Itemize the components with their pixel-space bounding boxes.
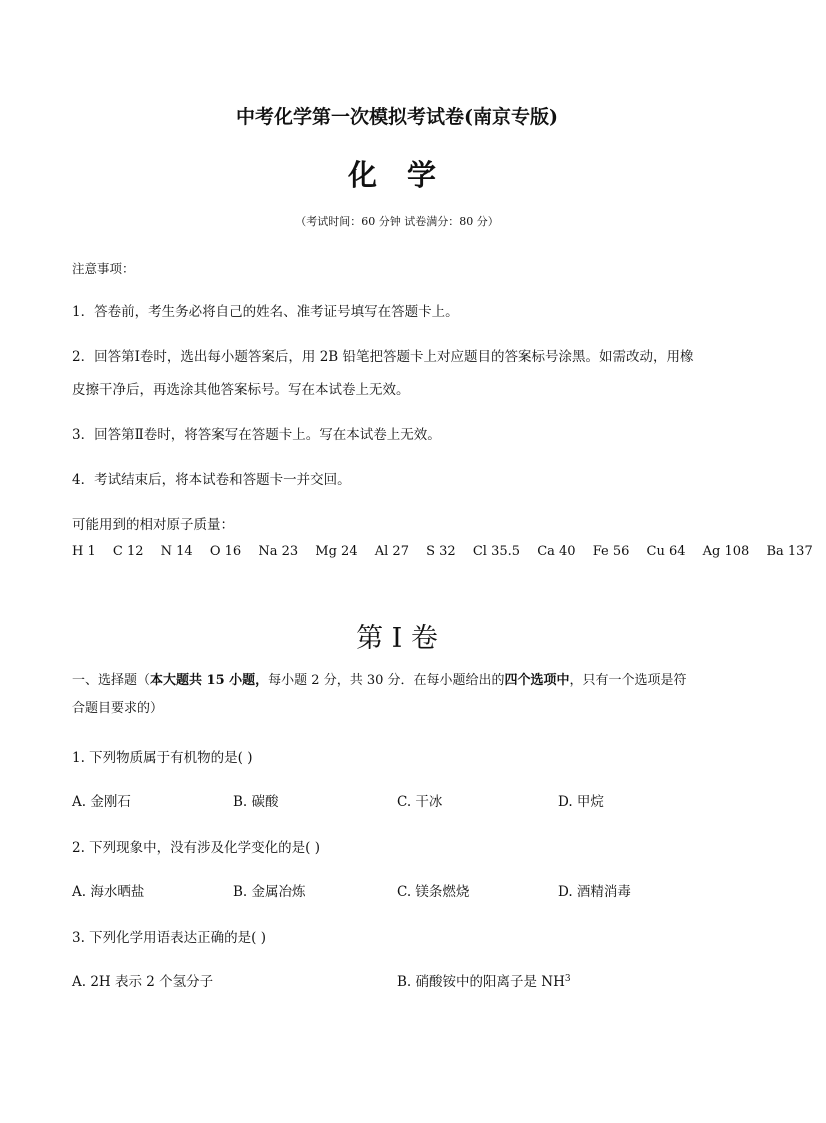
notice-item-4: 4．考试结束后，将本试卷和答题卡一并交回。 — [72, 472, 351, 488]
notice-item-1: 1．答卷前，考生务必将自己的姓名、准考证号填写在答题卡上。 — [72, 304, 459, 320]
question-1-option-a: A. 金刚石 — [72, 794, 131, 810]
question-2-option-a: A. 海水晒盐 — [72, 884, 145, 900]
atomic-mass-item: Cu 64 — [646, 544, 686, 559]
atomic-mass-item: Na 23 — [258, 544, 299, 559]
atomic-mass-item: Ag 108 — [702, 544, 750, 559]
atomic-mass-list — [72, 544, 826, 559]
question-2-option-b: B. 金属冶炼 — [233, 884, 306, 900]
question-1-option-c: C. 干冰 — [397, 794, 443, 810]
atomic-mass-item: C 12 — [112, 544, 144, 559]
question-3-stem: 3. 下列化学用语表达正确的是( ) — [72, 930, 266, 946]
atomic-mass-heading: 可能用到的相对原子质量： — [72, 517, 234, 533]
instructions-bold: 本大题共 15 小题， — [150, 673, 269, 688]
atomic-mass-item: Ba 137 — [766, 544, 813, 559]
atomic-mass-item: Al 27 — [374, 544, 409, 559]
exam-title: 中考化学第一次模拟考试卷(南京专版) — [236, 106, 558, 128]
exam-info: （考试时间：60 分钟 试卷满分：80 分） — [295, 215, 499, 228]
question-3-option-a: A. 2H 表示 2 个氢分子 — [72, 974, 214, 990]
question-1-option-d: D. 甲烷 — [558, 794, 604, 810]
atomic-mass-item: S 32 — [426, 544, 456, 559]
atomic-mass-item: Fe 56 — [592, 544, 630, 559]
question-1-stem: 1. 下列物质属于有机物的是( ) — [72, 750, 253, 766]
instructions-text: 一、选择题（ — [72, 673, 151, 688]
atomic-mass-item: O 16 — [209, 544, 242, 559]
atomic-mass-item: H 1 — [72, 544, 96, 559]
notice-item-3: 3．回答第Ⅱ卷时，将答案写在答题卡上。写在本试卷上无效。 — [72, 427, 441, 443]
question-3-option-b — [397, 970, 571, 990]
instructions-text: 每小题 2 分，共 30 分．在每小题给出的 — [268, 673, 505, 688]
question-2-stem: 2. 下列现象中，没有涉及化学变化的是( ) — [72, 840, 320, 856]
question-2-option-c: C. 镁条燃烧 — [397, 884, 470, 900]
question-1-option-b: B. 碳酸 — [233, 794, 279, 810]
atomic-mass-item: N 14 — [160, 544, 193, 559]
section-instructions-continued: 合题目要求的） — [72, 701, 164, 716]
subject-title: 化 学 — [347, 158, 447, 192]
notice-item-2-continued: 皮擦干净后，再选涂其他答案标号。写在本试卷上无效。 — [72, 382, 410, 398]
atomic-mass-item: Ca 40 — [537, 544, 576, 559]
superscript: 3 — [564, 974, 571, 984]
section-instructions — [72, 669, 687, 688]
notice-item-2: 2．回答第Ⅰ卷时，选出每小题答案后，用 2B 铅笔把答题卡上对应题目的答案标号涂黑。如需改动，用橡 — [72, 349, 694, 365]
notice-heading: 注意事项： — [72, 261, 135, 276]
atomic-mass-item: Cl 35.5 — [472, 544, 521, 559]
instructions-text: ，只有一个选项是符 — [569, 673, 687, 688]
atomic-mass-item: Mg 24 — [315, 544, 358, 559]
instructions-bold: 四个选项中 — [504, 673, 570, 688]
question-2-option-d: D. 酒精消毒 — [558, 884, 631, 900]
option-text: B. 硝酸铵中的阳离子是 NH — [397, 974, 565, 990]
section-title: 第 I 卷 — [356, 623, 438, 654]
